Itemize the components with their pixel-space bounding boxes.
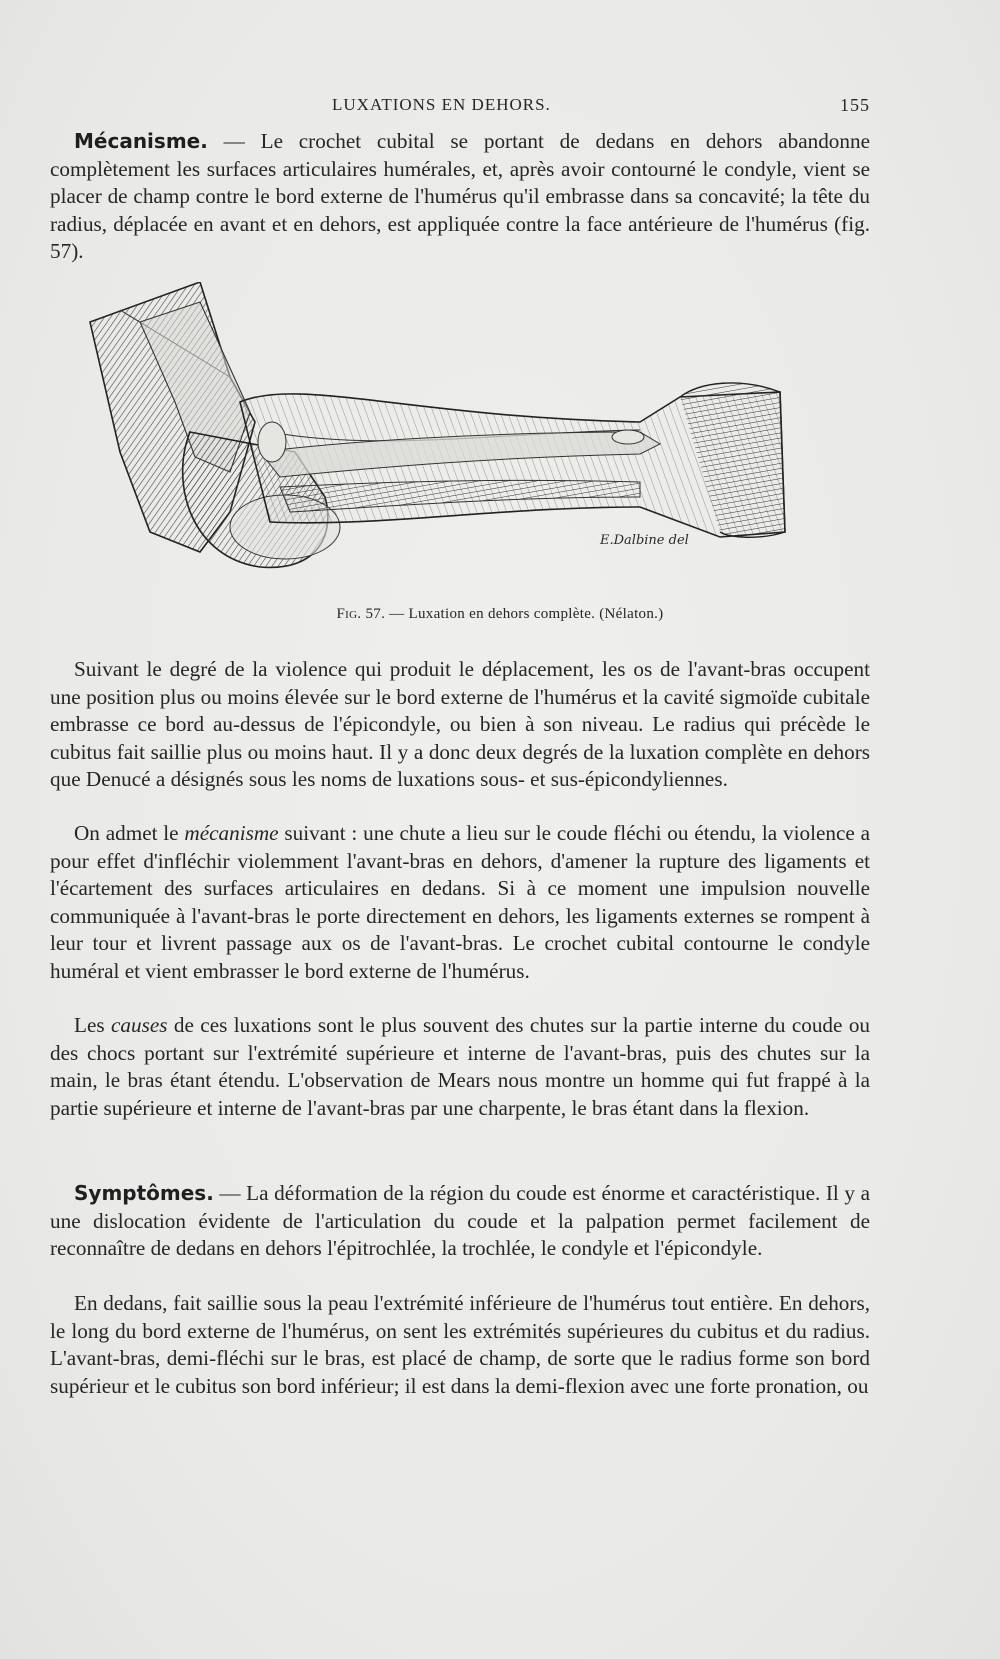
- causes-italic-term: causes: [111, 1013, 168, 1037]
- paragraph-degrees: Suivant le degré de la violence qui produit le déplacement, les os de l'avant-bras occupent une position plus ou moins élevée sur le bord externe de l'humérus et la cavité sigmoïde cubitale embrasse ce bord au-dessus de l'épicondyle, ou bien à son niveau. Le radius qui précède le cubitus fait saillie plus ou moins haut. Il y a donc deux degrés de la luxation complète en dehors que Denucé a désignés sous les noms de luxations sous- et sus-épicondyliennes.: [50, 657, 870, 791]
- mechanism-text-before: On admet le: [74, 821, 185, 845]
- paragraph-mechanism: [50, 820, 870, 985]
- symptomes-text: — La déformation de la région du coude est énorme et caractéristique. Il y a une dislocation évidente de l'articulation du coude et la palpation permet facilement de reconnaître de dedans en dehors l'épitrochlée, la trochlée, le condyle et l'épicondyle.: [50, 1181, 870, 1260]
- mechanism-text-after: suivant : une chute a lieu sur le coude fléchi ou étendu, la violence a pour effet d'infléchir violemment l'avant-bras en dehors, d'amener la rupture des ligaments et l'écartement des surfaces articulaires en dedans. Si à ce moment une impulsion nouvelle communiquée à l'avant-bras le porte directement en dehors, les ligaments externes se rompent à leur tour et livrent passage aux os de l'avant-bras. Le crochet cubital contourne le condyle huméral et vient embrasser le bord externe de l'humérus.: [50, 821, 870, 983]
- elbow-dislocation-engraving: [80, 282, 840, 592]
- paragraph-mecanisme-intro: [50, 128, 870, 266]
- paragraph-dedans: En dedans, fait saillie sous la peau l'extrémité inférieure de l'humérus tout entière. En dehors, le long du bord externe de l'humérus, on sent les extrémités supérieures du cubitus et du radius. L'avant-bras, demi-fléchi sur le bras, est placé de champ, de sorte que le radius forme son bord supérieur et le cubitus son bord inférieur; il est dans la demi-flexion avec une forte pronation, ou: [50, 1291, 870, 1398]
- running-head-title: LUXATIONS EN DEHORS.: [332, 95, 551, 114]
- mecanisme-text: — Le crochet cubital se portant de dedans en dehors abandonne complètement les surfaces articulaires humérales, et, après avoir contourné le condyle, vient se placer de champ contre le bord externe de l'humérus qu'il embrasse dans sa concavité; la tête du radius, déplacée en avant et en dehors, est appliquée contre la face antérieure de l'humérus (fig. 57).: [50, 129, 870, 263]
- figure-caption: [0, 606, 1000, 623]
- page-number: 155: [840, 95, 870, 115]
- figure-caption-text: — Luxation en dehors complète. (Nélaton.): [385, 606, 664, 622]
- causes-text-after: de ces luxations sont le plus souvent des chutes sur la partie interne du coude ou des chocs portant sur l'extrémité supérieure et interne de l'avant-bras, puis des chutes sur la main, le bras étant étendu. L'observation de Mears nous montre un homme qui fut frappé à la partie supérieure et interne de l'avant-bras par une charpente, le bras étant dans la flexion.: [50, 1013, 871, 1120]
- paragraph-causes: [50, 1012, 870, 1122]
- figure-number: Fig. 57.: [336, 606, 386, 622]
- paragraph-symptomes: [50, 1180, 870, 1263]
- engraver-signature: E.Dalbine del: [600, 533, 689, 548]
- section-heading-symptomes: Symptômes.: [74, 1181, 214, 1205]
- figure-elbow-illustration: [80, 282, 840, 592]
- mechanism-italic-term: mécanisme: [184, 821, 279, 845]
- causes-text-before: Les: [74, 1013, 111, 1037]
- running-head: [50, 95, 870, 121]
- section-heading-mecanisme: Mécanisme.: [74, 129, 208, 153]
